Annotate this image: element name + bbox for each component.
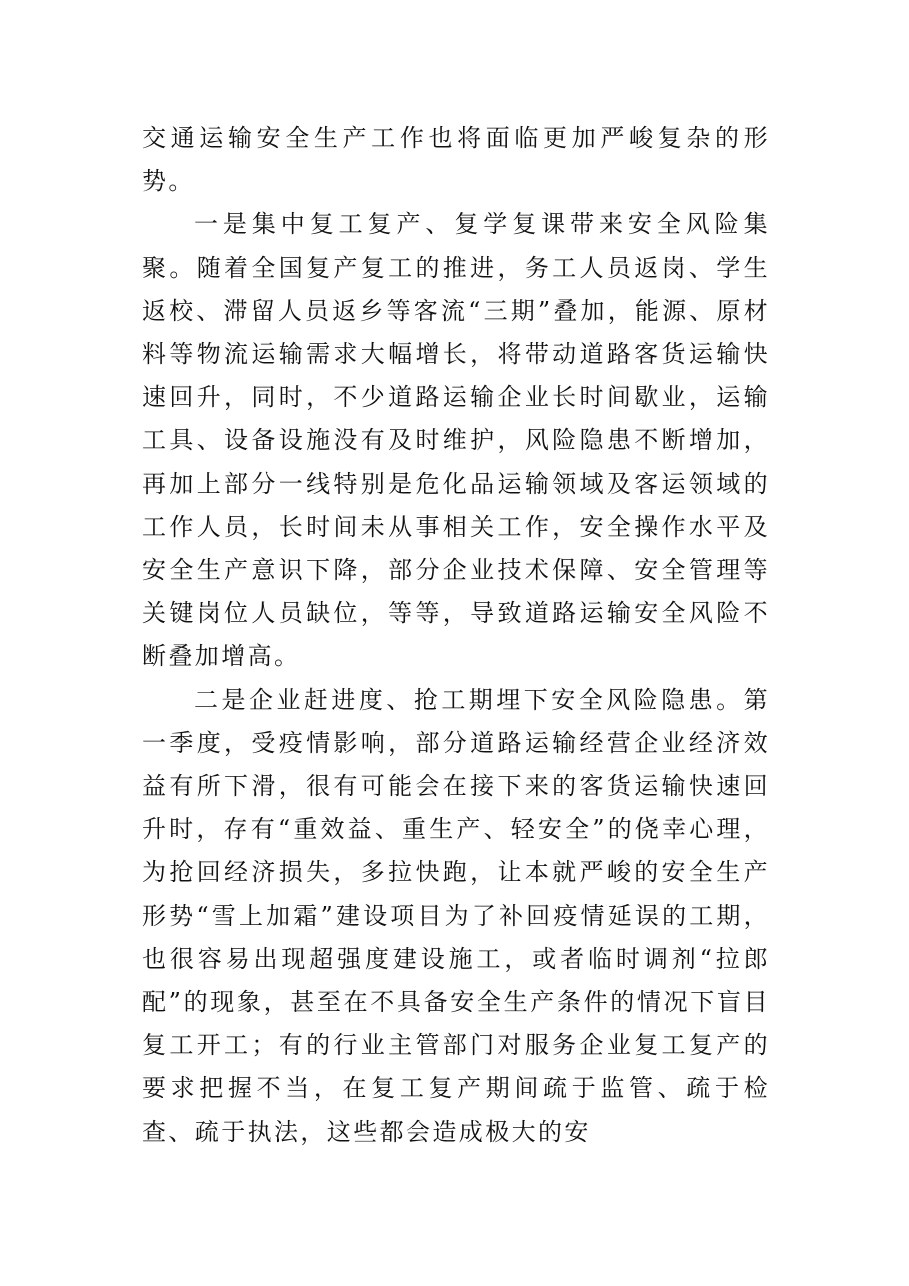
paragraph-schedule-risk: 二是企业赶进度、抢工期埋下安全风险隐患。第一季度，受疫情影响，部分道路运输经营企业经济效益有所下滑，很有可能会在接下来的客货运输快速回升时，存有“重效益、重生产、轻安全”的侥幸心理，为抢回经济损失，多拉快跑，让本就严峻的安全生产形势“雪上加霜”建设项目为了补回疫情延误的工期，也很容易出现超强度建设施工，或者临时调剂“拉郎配”的现象，甚至在不具备安全生产条件的情况下盲目复工开工；有的行业主管部门对服务企业复工复产的要求把握不当，在复工复产期间疏于监管、疏于检查、疏于执法，这些都会造成极大的安 <box>142 685 770 1146</box>
paragraph-continuation: 交通运输安全生产工作也将面临更加严峻复杂的形势。 <box>142 124 770 196</box>
paragraph-risk-aggregation: 一是集中复工复产、复学复课带来安全风险集聚。随着全国复产复工的推进，务工人员返岗、学生返校、滞留人员返乡等客流“三期”叠加，能源、原材料等物流运输需求大幅增长，将带动道路客货运输快速回升，同时，不少道路运输企业长时间歇业，运输工具、设备设施没有及时维护，风险隐患不断增加，再加上部分一线特别是危化品运输领域及客运领域的工作人员，长时间未从事相关工作，安全操作水平及安全生产意识下降，部分企业技术保障、安全管理等关键岗位人员缺位，等等，导致道路运输安全风险不断叠加增高。 <box>142 210 770 671</box>
document-body <box>142 117 770 1154</box>
